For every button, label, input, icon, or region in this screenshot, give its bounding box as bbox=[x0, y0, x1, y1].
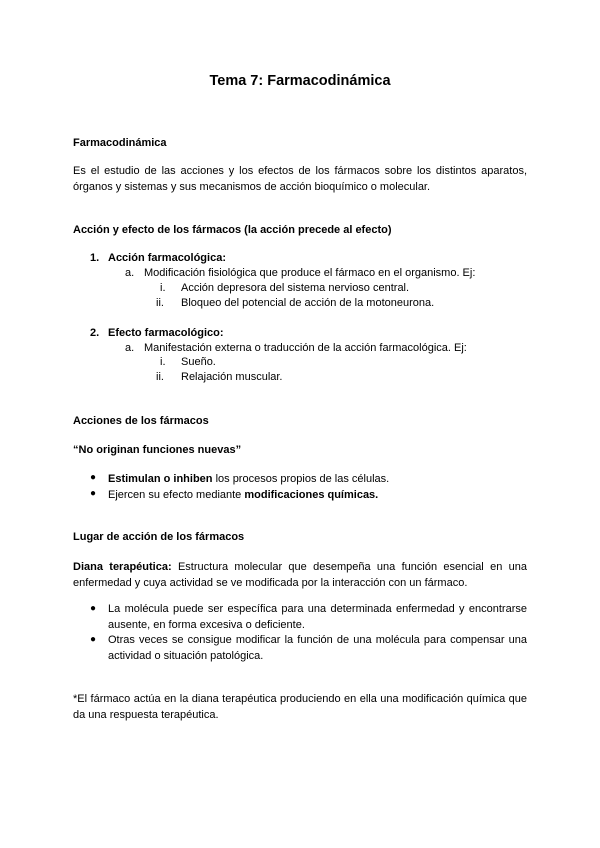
list-number-2: 2. bbox=[90, 327, 100, 339]
item-label-efecto-farmacologico: Efecto farmacológico: bbox=[108, 327, 224, 339]
example-text: Bloqueo del potencial de acción de la motoneurona. bbox=[181, 297, 435, 309]
item-label-accion-farmacologica: Acción farmacológica: bbox=[108, 252, 226, 264]
diana-definition bbox=[73, 559, 527, 591]
bullet-dot: ● bbox=[90, 472, 97, 483]
footnote: *El fármaco actúa en la diana terapéutica produciendo en ella una modificación química que da una respuesta terapéutica. bbox=[73, 693, 527, 721]
section-heading-acciones: Acciones de los fármacos bbox=[73, 415, 209, 427]
roman-marker: i. bbox=[160, 356, 166, 368]
roman-marker: ii. bbox=[156, 297, 164, 309]
page-title: Tema 7: Farmacodinámica bbox=[209, 73, 391, 89]
bullet-item bbox=[108, 472, 389, 486]
bullet-dot: ● bbox=[90, 603, 97, 614]
roman-marker: ii. bbox=[156, 371, 164, 383]
sub-item-text: Manifestación externa o traducción de la acción farmacológica. Ej: bbox=[144, 342, 467, 354]
example-text: Relajación muscular. bbox=[181, 371, 283, 383]
bullet-item: Otras veces se consigue modificar la función de una molécula para compensar una actividad o situación patológica. bbox=[108, 634, 527, 662]
term: Diana terapéutica: bbox=[73, 561, 172, 573]
definition-text: Estructura molecular que desempeña una función esencial en una enfermedad y cuya actividad se ve modificada por la interacción con un fármaco. bbox=[73, 561, 527, 589]
bullet-text: Ejercen su efecto mediante bbox=[108, 489, 245, 501]
list-number-1: 1. bbox=[90, 252, 100, 264]
section-heading-farmacodinamica: Farmacodinámica bbox=[73, 137, 167, 149]
roman-marker: i. bbox=[160, 282, 166, 294]
sub-marker-a: a. bbox=[125, 342, 135, 354]
bullet-item bbox=[108, 488, 378, 502]
sub-marker-a: a. bbox=[125, 267, 135, 279]
section-heading-accion-efecto: Acción y efecto de los fármacos (la acción precede al efecto) bbox=[73, 224, 392, 236]
bold-phrase: modificaciones químicas. bbox=[244, 489, 379, 501]
example-text: Sueño. bbox=[181, 356, 216, 368]
bold-phrase: Estimulan o inhiben bbox=[108, 473, 213, 485]
bullet-text: los procesos propios de las células. bbox=[212, 473, 390, 485]
example-text: Acción depresora del sistema nervioso central. bbox=[181, 282, 410, 294]
bullet-item: La molécula puede ser específica para una determinada enfermedad y encontrarse ausente, en forma excesiva o deficiente. bbox=[108, 603, 527, 631]
bullet-dot: ● bbox=[90, 634, 97, 645]
definition-paragraph: Es el estudio de las acciones y los efectos de los fármacos sobre los distintos aparatos, órganos y sistemas y sus mecanismos de acción bioquímico o molecular. bbox=[73, 165, 527, 193]
sub-item-text: Modificación fisiológica que produce el fármaco en el organismo. Ej: bbox=[144, 267, 476, 279]
bullet-dot: ● bbox=[90, 488, 97, 499]
section-heading-lugar: Lugar de acción de los fármacos bbox=[73, 531, 245, 543]
quote-text: “No originan funciones nuevas” bbox=[73, 444, 242, 456]
